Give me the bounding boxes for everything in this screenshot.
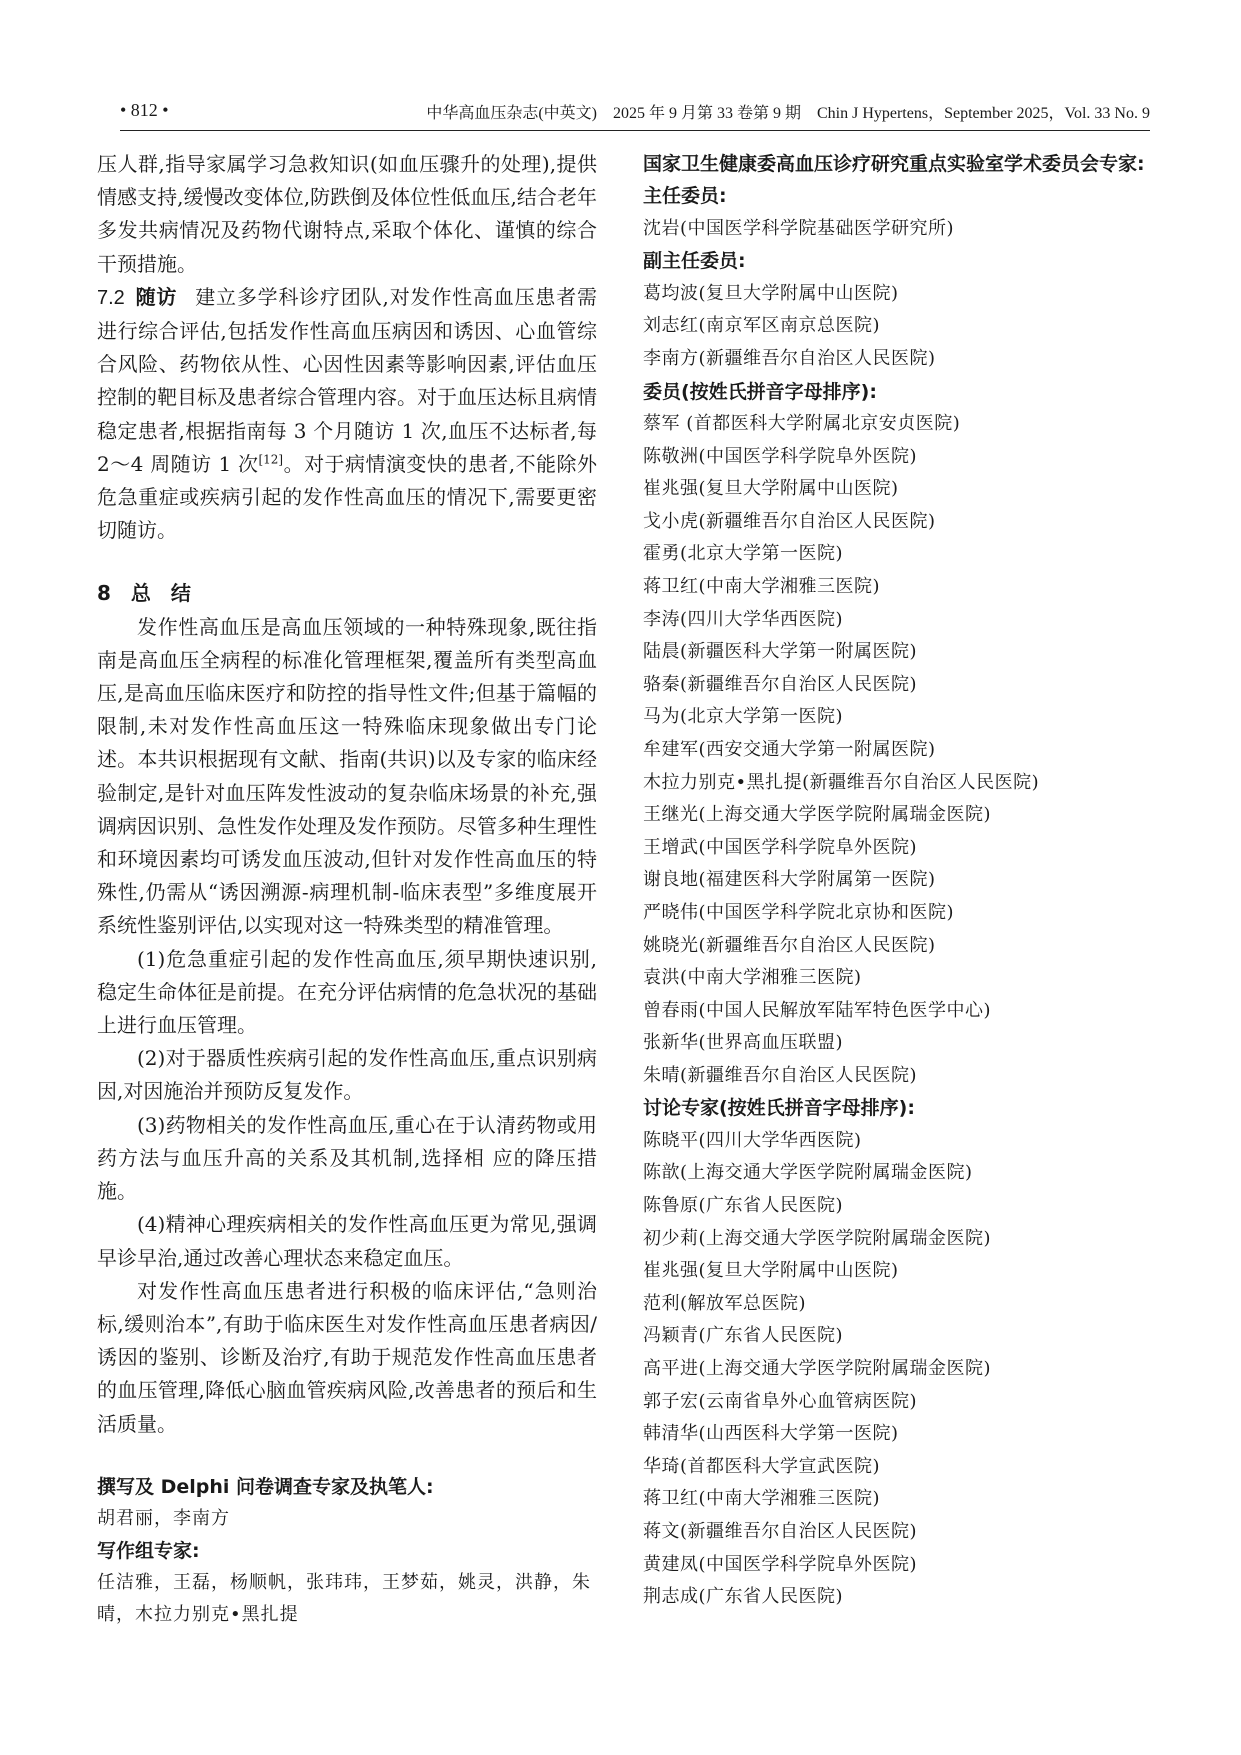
page-number: • 812 • (120, 100, 169, 120)
expert-entry: 马为(北京大学第一医院) (643, 706, 844, 728)
expert-entry: 张新华(世界高血压联盟) (643, 1032, 844, 1054)
expert-entry: 霍勇(北京大学第一医院) (643, 543, 844, 565)
summary-conclusion: 对发作性高血压患者进行积极的临床评估,“急则治标,缓则治本”,有助于临床医生对发作性高血压患者病因/诱因的鉴别、诊断及治疗,有助于规范发作性高血压患者的血压管理,降低心脑血管疾病风险,改善患者的预后和生活质量。 (97, 1278, 597, 1436)
section-7-2 (97, 281, 597, 548)
expert-entry: 郭子宏(云南省阜外心血管病医院) (643, 1390, 918, 1412)
expert-entry: 王增武(中国医学科学院阜外医院) (643, 836, 918, 858)
summary-point-4: (4)精神心理疾病相关的发作性高血压更为常见,强调早诊早治,通过改善心理状态来稳定血压。 (97, 1212, 597, 1270)
left-column (97, 148, 597, 1631)
members-list (643, 408, 1163, 1092)
expert-entry: 陈鲁原(广东省人民医院) (643, 1195, 844, 1217)
expert-entry: 严晓伟(中国医学科学院北京协和医院) (643, 901, 955, 923)
committee-title: 国家卫生健康委高血压诊疗研究重点实验室学术委员会专家: (643, 153, 1145, 175)
section-text-continued: 。对于病情演变快的患者,不能除外危急重症或疾病引起的发作性高血压的情况下,需要更密切随访。 (97, 451, 598, 543)
section-8-heading (97, 577, 597, 610)
expert-entry: 刘志红(南京军区南京总医院) (643, 315, 881, 337)
expert-entry: 崔兆强(复旦大学附属中山医院) (643, 478, 899, 500)
section-number: 8 (97, 581, 111, 606)
expert-entry: 曾春雨(中国人民解放军陆军特色医学中心) (643, 999, 992, 1021)
expert-entry: 陆晨(新疆医科大学第一附属医院) (643, 641, 918, 663)
section-text: 建立多学科诊疗团队,对发作性高血压患者需进行综合评估,包括发作性高血压病因和诱因、心血管综合风险、药物依从性、心因性因素等影响因素,评估血压控制的靶目标及患者综合管理内容。对于血压达标且病情稳定患者,根据指南每 3 个月随访 1 次,血压不达标者,每 2～4 周随访 1 次 (97, 284, 598, 476)
expert-entry: 黄建凤(中国医学科学院阜外医院) (643, 1553, 918, 1575)
expert-entry: 范利(解放军总医院) (643, 1292, 807, 1314)
summary-point-3: (3)药物相关的发作性高血压,重心在于认清药物或用药方法与血压升高的关系及其机制,选择相 应的降压措施。 (97, 1112, 597, 1204)
expert-entry: 蒋卫红(中南大学湘雅三医院) (643, 1488, 881, 1510)
expert-entry: 蔡军 (首都医科大学附属北京安贞医院) (643, 413, 961, 434)
writing-group-label: 写作组专家: (97, 1539, 200, 1562)
expert-entry: 王继光(上海交通大学医学院附属瑞金医院) (643, 804, 992, 826)
summary-paragraph: 发作性高血压是高血压领域的一种特殊现象,既往指南是高血压全病程的标准化管理框架,覆盖所有类型高血压,是高血压临床医疗和防控的指导性文件;但基于篇幅的限制,未对发作性高血压这一特殊临床现象做出专门论述。本共识根据现有文献、指南(共识)以及专家的临床经验制定,是针对血压阵发性波动的复杂临床场景的补充,强调病因识别、急性发作处理及发作预防。尽管多种生理性和环境因素均可诱发血压波动,但针对发作性高血压的特殊性,仍需从“诱因溯源-病理机制-临床表型”多维度展开系统性鉴别评估,以实现对这一特殊类型的精准管理。 (97, 614, 597, 938)
writers-names: 胡君丽，李南方 (97, 1507, 230, 1529)
expert-entry: 李涛(四川大学华西医院) (643, 608, 844, 630)
expert-entry: 高平进(上海交通大学医学院附属瑞金医院) (643, 1358, 992, 1380)
expert-entry: 蒋卫红(中南大学湘雅三医院) (643, 575, 881, 597)
expert-entry: 葛均波(复旦大学附属中山医院) (643, 282, 899, 304)
section-title: 随访 (134, 284, 178, 309)
expert-entry: 姚晓光(新疆维吾尔自治区人民医院) (643, 934, 936, 956)
expert-entry: 韩清华(山西医科大学第一医院) (643, 1423, 899, 1445)
members-label: 委员(按姓氏拼音字母排序): (643, 380, 877, 403)
expert-entry: 蒋文(新疆维吾尔自治区人民医院) (643, 1521, 918, 1542)
expert-entry: 谢良地(福建医科大学附属第一医院) (643, 869, 936, 891)
expert-entry: 崔兆强(复旦大学附属中山医院) (643, 1260, 899, 1282)
expert-entry: 华琦(首都医科大学宣武医院) (643, 1455, 881, 1477)
expert-entry: 骆秦(新疆维吾尔自治区人民医院) (643, 673, 918, 695)
summary-point-2: (2)对于器质性疾病引起的发作性高血压,重点识别病因,对因施治并预防反复发作。 (97, 1046, 597, 1104)
reference-marker: [12] (258, 452, 284, 467)
vice-chair-label: 副主任委员: (643, 250, 746, 273)
expert-entry: 戈小虎(新疆维吾尔自治区人民医院) (643, 510, 936, 532)
expert-entry: 袁洪(中南大学湘雅三医院) (643, 967, 862, 989)
expert-entry: 陈晓平(四川大学华西医院) (643, 1129, 862, 1151)
expert-entry: 冯颖青(广东省人民医院) (643, 1325, 844, 1347)
expert-entry: 沈岩(中国医学科学院基础医学研究所) (643, 217, 955, 239)
expert-entry: 初少莉(上海交通大学医学院附属瑞金医院) (643, 1227, 992, 1249)
expert-entry: 陈敬洲(中国医学科学院阜外医院) (643, 445, 918, 467)
journal-citation: 中华高血压杂志(中英文) 2025 年 9 月第 33 卷第 9 期 Chin J Hypertens，September 2025，Vol. 33 No. 9 (426, 105, 1150, 122)
expert-entry: 朱晴(新疆维吾尔自治区人民医院) (643, 1064, 918, 1086)
expert-entry: 陈歆(上海交通大学医学院附属瑞金医院) (643, 1162, 973, 1184)
writers-label: 撰写及 Delphi 问卷调查专家及执笔人: (97, 1475, 434, 1498)
section-title: 总 结 (130, 581, 191, 606)
right-column (643, 148, 1163, 1614)
expert-entry: 荆志成(广东省人民医院) (643, 1586, 844, 1608)
expert-entry: 木拉力别克•黑扎提(新疆维吾尔自治区人民医院) (643, 771, 1040, 793)
page-header (120, 100, 1150, 131)
expert-entry: 牟建军(西安交通大学第一附属医院) (643, 738, 936, 760)
chair-list (643, 213, 1163, 246)
expert-entry: 李南方(新疆维吾尔自治区人民医院) (643, 348, 936, 369)
chair-label: 主任委员: (643, 185, 727, 208)
discussion-experts-list (643, 1125, 1163, 1614)
section-number: 7.2 (97, 286, 125, 309)
writing-group-names: 任洁雅，王磊，杨顺帆，张玮玮，王梦茹，姚灵，洪静，朱晴，木拉力别克•黑扎提 (97, 1572, 591, 1626)
vice-chair-list (643, 278, 1163, 376)
intro-paragraph: 压人群,指导家属学习急救知识(如血压骤升的处理),提供情感支持,缓慢改变体位,防跌倒及体位性低血压,结合老年多发共病情况及药物代谢特点,采取个体化、谨慎的综合干预措施。 (97, 152, 597, 276)
summary-point-1: (1)危急重症引起的发作性高血压,须早期快速识别,稳定生命体征是前提。在充分评估病情的危急状况的基础上进行血压管理。 (97, 946, 597, 1038)
discussion-experts-label: 讨论专家(按姓氏拼音字母排序): (643, 1097, 915, 1120)
